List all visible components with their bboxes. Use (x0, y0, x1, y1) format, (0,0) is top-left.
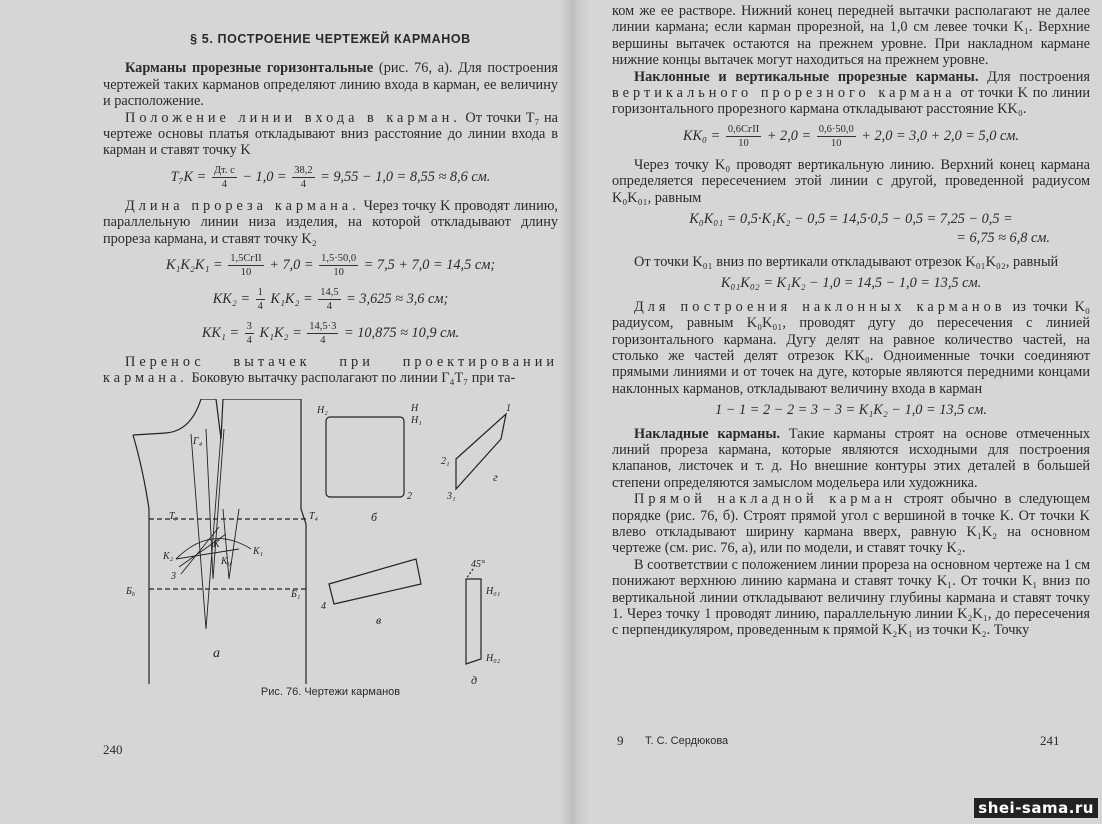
paragraph (612, 3, 1090, 69)
label-k0: К₀ (221, 555, 232, 567)
numerator: 0,6·50,0 (818, 123, 854, 135)
text-run: Через точку K₀ проводят вертикальную линию. Верхний конец кармана определяется пересечением этой линии с другой, проведенной радиусом K₀K₀₁, равным (612, 156, 1090, 206)
text-run: Боковую вытачку располагают по линии Г₄T₇ при та- (187, 370, 516, 387)
label-3: 3 (171, 570, 176, 582)
formula (103, 164, 558, 191)
label-g4: Г₄ (193, 435, 203, 447)
fraction (212, 164, 237, 191)
label-a: а (213, 645, 220, 661)
formula-text: = 7,5 + 7,0 = 14,5 см; (360, 256, 496, 273)
formula (612, 402, 1090, 418)
formula (612, 211, 1090, 227)
formula-text: KK₁ = (201, 324, 243, 341)
section-heading: § 5. ПОСТРОЕНИЕ ЧЕРТЕЖЕЙ КАРМАНОВ (190, 32, 471, 46)
numerator: 1 (257, 287, 263, 299)
spaced-emphasis: Перенос вытачек при проектировании кармана. (103, 354, 558, 387)
denominator: 10 (240, 267, 252, 279)
formula-text: K₁K₂K₁ = (165, 256, 227, 273)
book-gutter (560, 0, 590, 824)
formula (612, 123, 1090, 150)
denominator: 4 (326, 301, 333, 313)
text-run: От точки T₇ на чертеже основы платья откладывают вниз расстояние до линии входа в карман и ставят точку K (103, 109, 558, 159)
spaced-emphasis: вертикального прорезного кармана (612, 85, 956, 102)
label-45deg: 45° (471, 558, 485, 570)
figure-caption: Рис. 76. Чертежи карманов (260, 685, 401, 698)
label-v: в (376, 612, 382, 627)
formula-text: = 10,875 ≈ 10,9 см. (340, 324, 460, 341)
formula-text: K₀₁K₀₂ = K₁K₂ − 1,0 = 14,5 − 1,0 = 13,5 см. (720, 275, 982, 292)
label-2-1: 2₁ (441, 455, 450, 467)
right-page-text (612, 3, 1090, 639)
bold-lead: Накладные карманы. (634, 425, 781, 442)
fraction (228, 252, 263, 279)
bold-lead: Карманы прорезные горизонтальные (125, 60, 374, 77)
denominator: 10 (738, 137, 749, 149)
label-b1: Б₁ (291, 588, 301, 600)
formula (103, 320, 558, 347)
label-k: К (213, 538, 220, 550)
text-run: Такие карманы строят на основе отмеченных линий прореза кармана, которые являются исходными для построения клапанов, листочек и т. д. Но внешние контуры этих деталей в большей степени определяются замыслом модельера или художника. (612, 425, 1090, 491)
spaced-emphasis: Положение линии входа в карман. (125, 109, 461, 126)
text-run: от точки K по линии горизонтального прорезного кармана откладывают расстояние KK₀. (612, 85, 1090, 118)
bold-lead: Наклонные и вертикальные прорезные карманы. (634, 68, 979, 85)
fraction (245, 320, 254, 347)
denominator: 10 (830, 137, 842, 149)
formula-text: + 7,0 = (265, 256, 318, 273)
formula (612, 275, 1090, 291)
denominator: 4 (320, 335, 326, 347)
text-run: ком же ее растворе. Нижний конец передней вытачки располагают не далее линии кармана; если карман прорезной, на 1,0 см левее точки K₁. Верхние вершины вытачек остаются на прежнем уровне. При накладном кармане нижние концы вытачек могут находиться на прежнем уровне. (612, 3, 1090, 69)
formula-text: = 9,55 − 1,0 = 8,55 ≈ 8,6 см. (316, 168, 491, 185)
formula-text: + 2,0 = (763, 127, 815, 144)
page-number-right: 241 (1040, 733, 1060, 748)
author-footer: Т. С. Сердюкова (645, 735, 729, 747)
paragraph (612, 426, 1090, 492)
signature-mark: 9 (617, 733, 624, 748)
spaced-emphasis: Для построения наклонных карманов (634, 298, 1006, 315)
numerator: 14,5 (320, 287, 339, 299)
formula-text: 1 − 1 = 2 − 2 = 3 − 3 = K₁K₂ − 1,0 = 13,5 см. (715, 402, 987, 419)
label-n01: Н₀₁ (486, 585, 501, 597)
fraction (292, 164, 314, 191)
formula-text: KK₀ = (682, 127, 724, 144)
formula-text: K₁K₂ = (255, 324, 306, 341)
paragraph (612, 299, 1090, 397)
formula-text: = 6,75 ≈ 6,8 см. (956, 230, 1050, 247)
text-run: (рис. 76, а). Для построения чертежей таких карманов определяют линию входа в карман, ее величину и расположение. (103, 60, 558, 110)
formula-text: T₇K = (170, 168, 210, 185)
spaced-emphasis: Прямой накладной карман (634, 491, 897, 508)
label-k2: К₂ (163, 550, 174, 562)
fraction (817, 123, 856, 150)
paragraph (612, 69, 1090, 118)
right-page (612, 3, 1090, 639)
label-d: д (471, 672, 478, 684)
formula-text: + 2,0 = 3,0 + 2,0 = 5,0 см. (857, 127, 1020, 144)
formula-text: K₁K₂ = (266, 290, 317, 307)
figure-labels (121, 399, 541, 684)
paragraph (612, 254, 1090, 270)
numerator: 1,5·50,0 (321, 253, 357, 265)
numerator: 38,2 (294, 164, 313, 176)
label-n2: Н₂ (317, 404, 328, 416)
denominator: 4 (257, 301, 263, 313)
text-run: Для построения (978, 68, 1090, 85)
paragraph (612, 491, 1090, 557)
text-run: строят обычно в следующем порядке (рис. 76, б). Строят прямой угол с вершиной в точке K. От точки K влево откладывают ширину кармана вверх, равную K₁K₂ на основном чертеже (см. рис. 76, а), или по модели, и ставят точку K₂. (612, 491, 1090, 557)
denominator: 10 (333, 267, 344, 279)
fraction (319, 252, 358, 279)
formula-text: = 3,625 ≈ 3,6 см; (342, 290, 449, 307)
formula (612, 230, 1090, 246)
text-run: Через точку K проводят линию, параллельную линии низа изделия, на которой откладывают длину прореза кармана, и ставят точку K₂ (103, 197, 558, 247)
fraction (256, 286, 265, 313)
page-number-left: 240 (103, 742, 123, 757)
numerator: 14,5·3 (309, 321, 337, 333)
denominator: 4 (221, 178, 227, 190)
label-g: г (493, 469, 498, 484)
label-t4: T₄ (309, 510, 319, 522)
text-run: В соответствии с положением линии прореза на основном чертеже на 1 см понижают верхнюю линию кармана и ставят точку K₁. От точки K₁ вниз по вертикальной линии откладывают величину глубины кармана и ставят точку 1. Через точку 1 проводят линию, параллельную линии K₂K₁, до пересечения с перпендикуляром, проведенным к прямой K₂K₁ из точки K₂. Точку (612, 556, 1090, 639)
text-run: От точки K₀₁ вниз по вертикали откладывают отрезок K₀₁K₀₂, равный (634, 253, 1059, 270)
label-n: Н (411, 402, 419, 414)
formula-text: − 1,0 = (238, 168, 291, 185)
paragraph (612, 157, 1090, 206)
numerator: 3 (246, 321, 252, 333)
left-page (103, 31, 558, 704)
fraction (307, 320, 338, 347)
formula (103, 252, 558, 279)
label-t7: T₇ (169, 510, 179, 522)
paragraph (103, 110, 558, 159)
formula-text: K₀K₀₁ = 0,5·K₁K₂ − 0,5 = 14,5·0,5 − 0,5 = 7,25 − 0,5 = (689, 211, 1013, 228)
paragraph (103, 60, 558, 109)
label-3-1: 3₁ (447, 490, 456, 502)
paragraph (612, 557, 1090, 639)
label-b: б (371, 509, 378, 524)
formula-text: KK₂ = (212, 290, 254, 307)
label-2: 2 (407, 490, 412, 502)
paragraph (103, 198, 558, 247)
paragraph (103, 354, 558, 387)
numerator: Дт. с (213, 164, 235, 176)
text-run: из точки K₀ радиусом, равным K₀K₀₁, проводят дугу до пересечения с линией горизонтального кармана. Дугу делят на равное количество частей, на столько же частей делят отрезок KK₀. Одноименные точки соединяют прямыми линиями и от точек на дуге, которые являются передними концами наклонных карманов, откладывают величину входа в карман (612, 298, 1090, 397)
numerator: 0,6CгII (727, 123, 760, 135)
watermark: shei-sama.ru (974, 798, 1098, 818)
label-n1: Н₁ (411, 414, 422, 426)
figure-76 (103, 399, 558, 704)
formula (103, 286, 558, 313)
numerator: 1,5CгII (230, 253, 262, 265)
label-b6: Б₆ (126, 585, 136, 597)
label-4: 4 (321, 600, 326, 612)
fraction (726, 123, 761, 150)
label-k1: К₁ (253, 545, 264, 557)
label-n02: Н₀₂ (486, 652, 501, 664)
left-page-text (103, 31, 558, 387)
label-1: 1 (506, 402, 511, 414)
fraction (318, 286, 340, 313)
denominator: 4 (246, 335, 252, 347)
denominator: 4 (300, 178, 307, 190)
spaced-emphasis: Длина прореза кармана. (125, 197, 360, 214)
